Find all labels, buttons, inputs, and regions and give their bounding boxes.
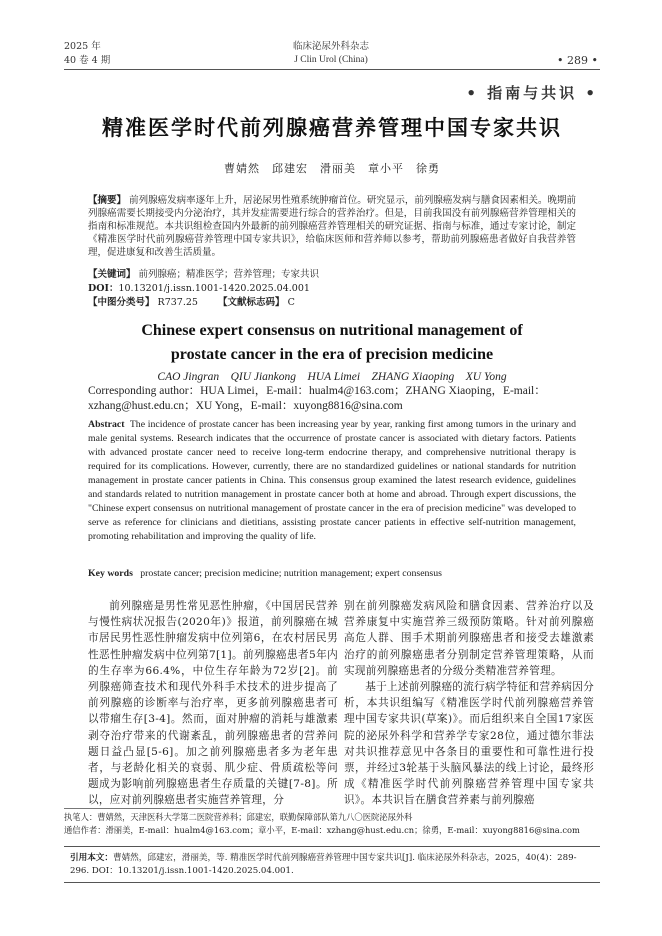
citation-label: 引用本文： xyxy=(70,853,113,863)
footnote-writers: 执笔人：曹婧然，天津医科大学第二医院营养科；邱建宏，联勤保障部队第九八〇医院泌尿外科 xyxy=(64,812,413,822)
body-paragraph: 基于上述前列腺癌的流行病学特征和营养病因分析，本共识组编写《精准医学时代前列腺癌营养管理中国专家共识(草案)》。而后组织来自全国17家医院的泌尿外科学和营养学专家28位，通过德尔菲法对共识推荐意见中各条目的重要性和可靠性进行投票，并经过3轮基于头脑风暴法的线上讨论，最终形成《精准医学时代前列腺癌营养管理中国专家共识》。本共识旨在膳食营养素与前列腺癌 xyxy=(344,681,594,807)
clc-value: R737.25 xyxy=(157,297,198,308)
clc-label: 【中图分类号】 xyxy=(88,297,155,308)
authors-en: CAO Jingran QIU Jiankong HUA Limei ZHANG Xiaoping XU Yong xyxy=(157,371,507,383)
header-journal-zh: 临床泌尿外科杂志 xyxy=(292,41,369,52)
abstract-en-label: Abstract xyxy=(88,419,125,430)
header-page: • 289 • xyxy=(557,54,598,67)
doi-line xyxy=(88,282,576,295)
citation-text: 曹婧然，邱建宏，滑丽美，等. 精准医学时代前列腺癌营养管理中国专家共识[J]. 临床泌尿外科杂志，2025，40(4)：289-296. DOI：10.13201/j.issn.1001-1420.2025.04.001. xyxy=(70,853,577,876)
doi-value: 10.13201/j.issn.1001-1420.2025.04.001 xyxy=(118,283,310,294)
abstract-en xyxy=(88,418,576,544)
keywords-label: 【关键词】 xyxy=(88,269,136,280)
keywords-en-text: prostate cancer; precision medicine; nutrition management; expert consensus xyxy=(140,568,442,579)
keywords-zh xyxy=(88,268,576,281)
header-year: 2025 年 xyxy=(64,41,101,52)
keywords-en xyxy=(88,568,576,579)
doc-code-label: 【文献标志码】 xyxy=(218,297,285,308)
title-en-line2: prostate cancer in the era of precision medicine xyxy=(170,346,494,363)
footnote-corresponding: 通信作者：滑丽美，E-mail：hualm4@163.com；章小平，E-mail：xzhang@hust.edu.cn；徐勇，E-mail：xuyong8816@sina.com xyxy=(64,825,580,835)
doc-code-value: C xyxy=(287,297,295,308)
page-title: 精准医学时代前列腺癌营养管理中国专家共识 xyxy=(102,115,562,140)
citation-rule-top xyxy=(64,846,600,847)
section-tag: • 指南与共识 • xyxy=(466,84,598,102)
keywords-en-label: Key words xyxy=(88,568,133,579)
keywords-zh-text: 前列腺癌；精准医学；营养管理；专家共识 xyxy=(138,269,320,280)
body-column-right xyxy=(344,598,594,809)
footnote-rule xyxy=(64,808,244,809)
header-journal-en: J Clin Urol (China) xyxy=(294,55,368,65)
classification-line xyxy=(88,296,576,309)
citation-rule-bottom xyxy=(64,882,600,883)
header-volume: 40 卷 4 期 xyxy=(64,55,111,66)
body-paragraph: 别在前列腺癌发病风险和膳食因素、营养治疗以及营养康复中实施营养三级预防策略。针对前列腺癌高危人群、围手术期前列腺癌患者和接受去雄激素治疗的前列腺癌患者分别制定营养管理策略，从而实现前列腺癌患者的分级分类精准营养管理。 xyxy=(344,600,594,677)
abstract-zh-text: 前列腺癌发病率逐年上升，居泌尿男性殖系统肿瘤首位。研究显示，前列腺癌发病与膳食因素相关。晚期前列腺癌需要长期接受内分泌治疗，其并发症需要进行综合的营养治疗。但是，目前我国没有前列腺癌营养管理相关的指南和标准规范。本共识组检查国内外最新的前列腺癌营养管理相关的研究证据、指南与标准，通过专家讨论，制定《精准医学时代前列腺癌营养管理中国专家共识》，给临床医师和营养师以参考，帮助前列腺癌患者做好自我营养管理，促进康复和改善生活质量。 xyxy=(88,195,576,258)
corresponding-authors: Corresponding author：HUA Limei，E-mail：hualm4@163.com；ZHANG Xiaoping，E-mail：xzhang@hust.edu.cn；XU Yong，E-mail：xuyong8816@sina.com xyxy=(88,385,546,412)
abstract-zh xyxy=(88,194,576,259)
doi-label: DOI： xyxy=(88,283,119,294)
citation-box xyxy=(64,848,600,882)
body-paragraph: 前列腺癌是男性常见恶性肿瘤，《中国居民营养与慢性病状况报告(2020年)》报道，前列腺癌在城市居民男性恶性肿瘤发病中位列第6，在农村居民男性恶性肿瘤发病中位列第7[1]。前列腺癌患者5年内的生存率为66.4%，中位生存年龄为72岁[2]。前列腺癌筛查技术和现代外科手术技术的进步提高了前列腺癌的诊断率与治疗率，更多前列腺癌患者可以带瘤生存[3-4]。然而，面对肿瘤的消耗与雄激素剥夺治疗带来的代谢紊乱，前列腺癌患者的营养问题日益凸显[5-6]。加之前列腺癌患者多为老年患者，与老龄化相关的衰弱、肌少症、骨质疏松等问题成为影响前列腺癌患者生存质量的关键[7-8]。所以，应对前列腺癌患者实施营养管理，分 xyxy=(88,600,338,807)
abstract-en-text: The incidence of prostate cancer has been increasing year by year, ranking first among tumors in the urinary and male genital systems. Research indicates that the occurrence of prostate cancer is associated with dietary factors. Patients with advanced prostate cancer need to receive long-term endocrine therapy, and comprehensive nutritional therapy is required for its complications. However, currently, there are no standardized guidelines or national standards for nutrition management in prostate cancer patients in China. This consensus group examined the latest research evidence, guidelines and standards related to nutrition management in prostate cancer both at home and abroad. Through expert discussions, the "Chinese expert consensus on nutritional management of prostate cancer in the era of precision medicine" was developed to serve as reference for clinicians and dietitians, assisting prostate cancer patients in effective self-nutrition management, promoting rehabilitation and improving the quality of life. xyxy=(88,419,576,542)
authors-zh: 曹婧然 邱建宏 滑丽美 章小平 徐勇 xyxy=(224,162,440,175)
header-rule xyxy=(64,69,600,70)
body-column-left xyxy=(88,598,338,809)
title-en-line1: Chinese expert consensus on nutritional management of xyxy=(141,322,523,339)
abstract-label: 【摘要】 xyxy=(88,195,127,206)
